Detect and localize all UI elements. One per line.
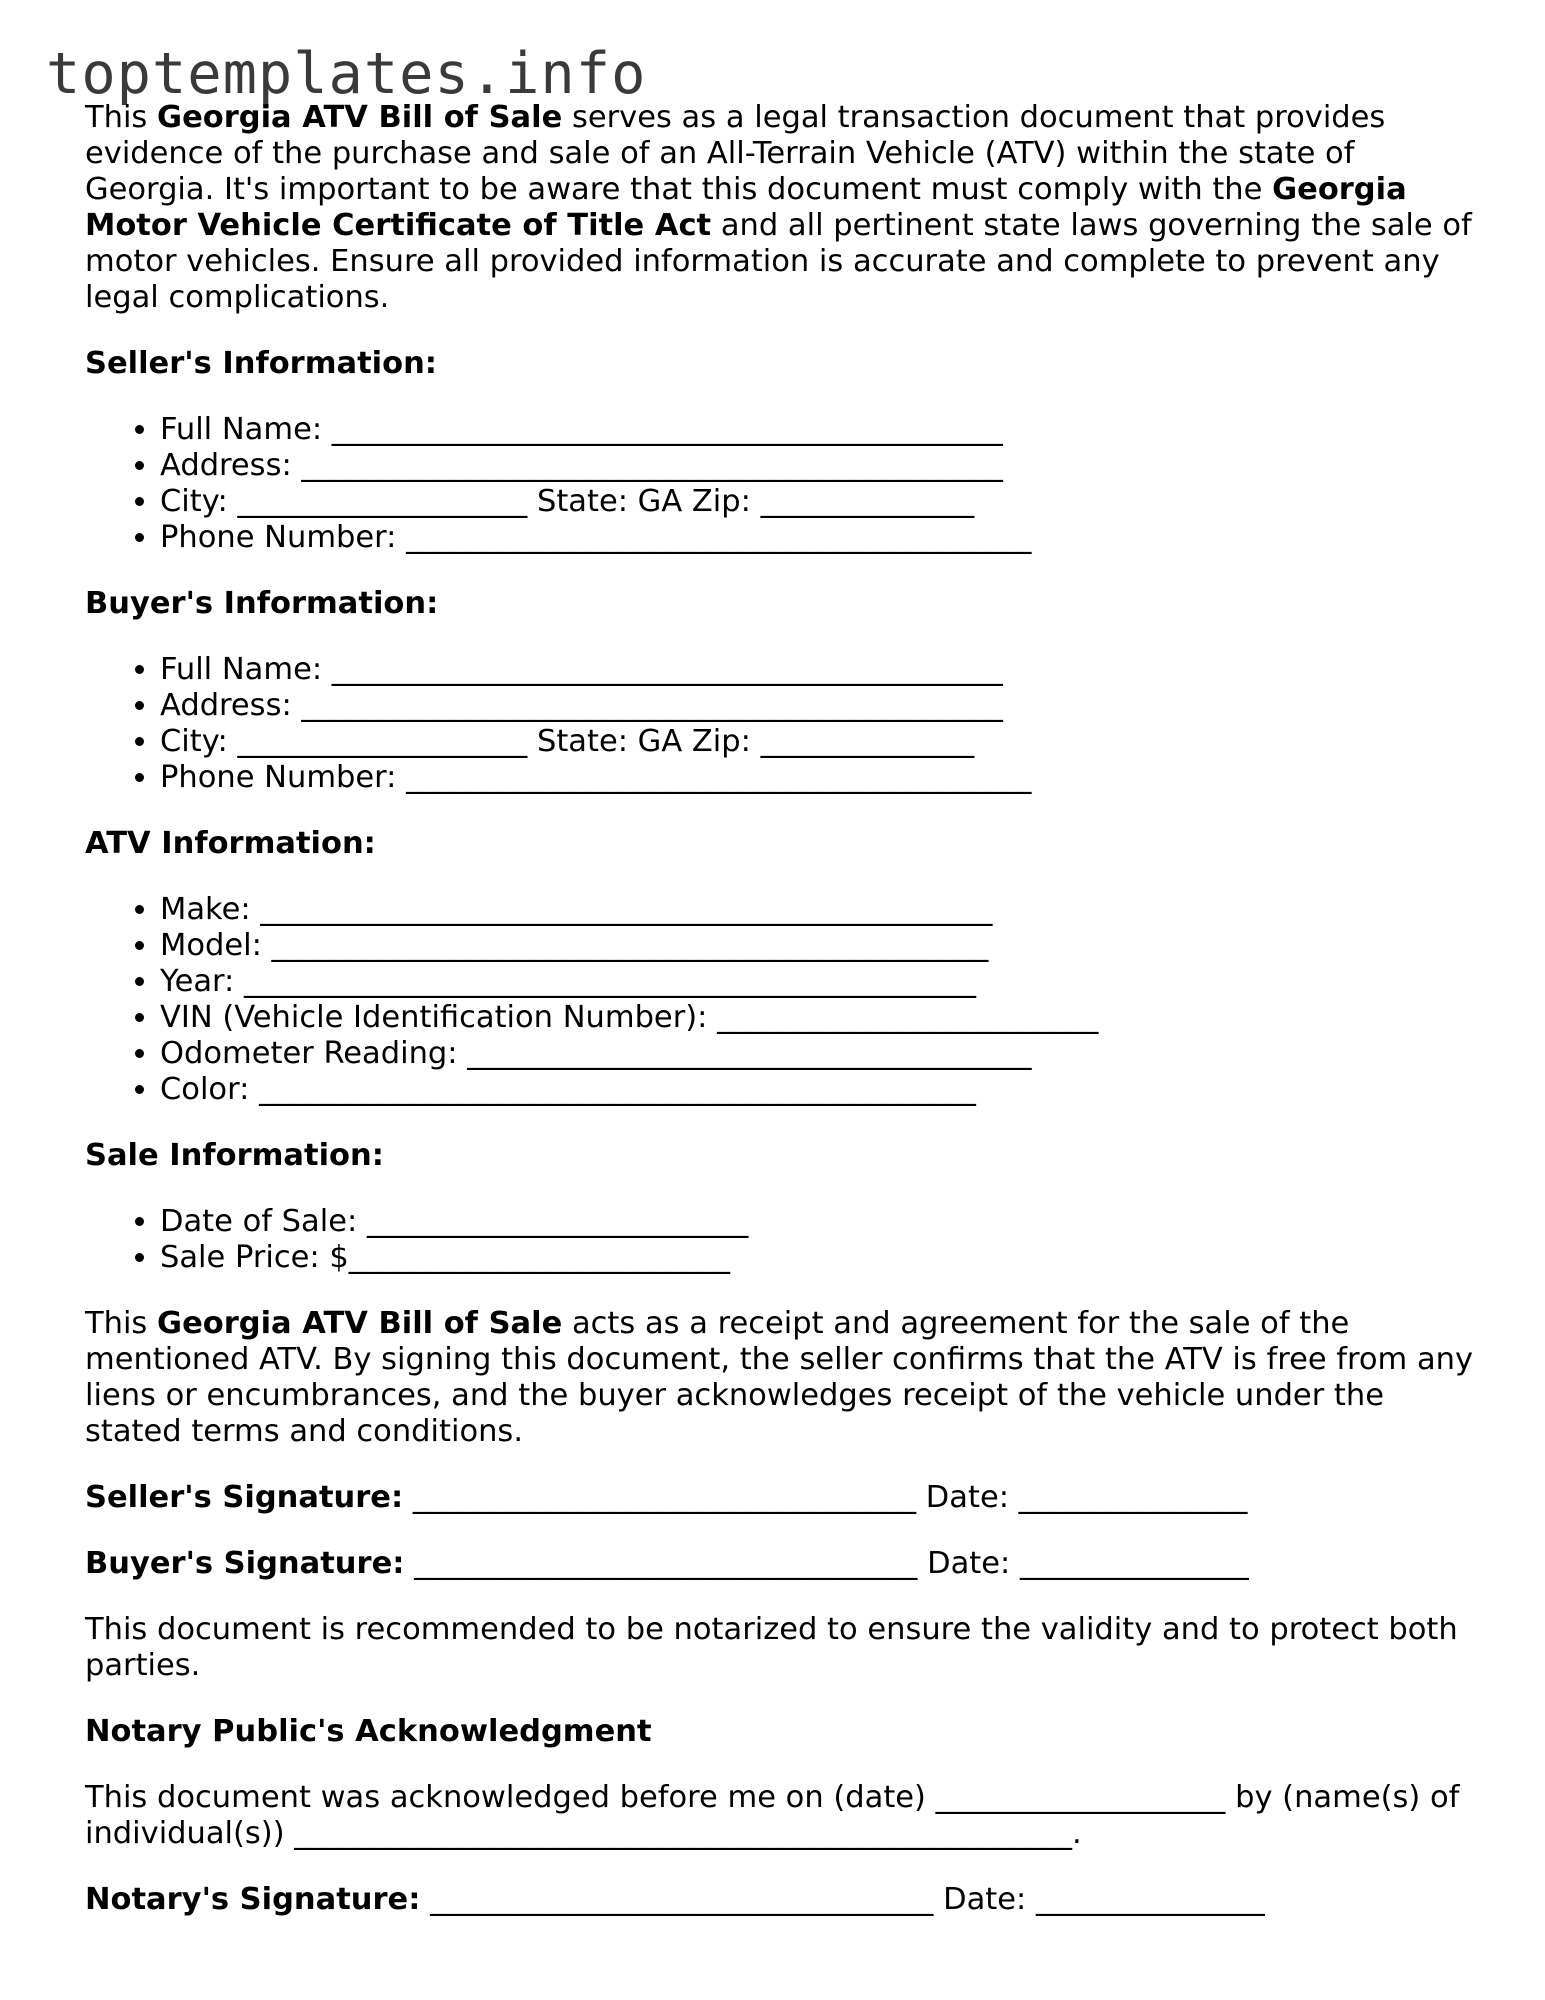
buyer-signature-blank: _________________________________ Date: _______________ xyxy=(404,1546,1249,1581)
notary-signature-label: Notary's Signature: xyxy=(85,1882,421,1917)
buyer-list xyxy=(85,652,1485,796)
atv-list xyxy=(85,892,1485,1108)
intro-bold-1: Georgia ATV Bill of Sale xyxy=(157,100,563,135)
seller-list xyxy=(85,412,1485,556)
notary-signature-blank: _________________________________ Date: _______________ xyxy=(420,1882,1265,1917)
seller-city-state-zip: • City: ___________________ State: GA Zip: ______________ xyxy=(160,484,1485,520)
intro-paragraph xyxy=(85,100,1485,316)
buyer-signature-line xyxy=(85,1546,1485,1582)
receipt-bold-1: Georgia ATV Bill of Sale xyxy=(157,1306,563,1341)
seller-address: • Address: ______________________________________________ xyxy=(160,448,1485,484)
buyer-address: • Address: ______________________________________________ xyxy=(160,688,1485,724)
buyer-phone: • Phone Number: _________________________________________ xyxy=(160,760,1485,796)
seller-signature-blank: _________________________________ Date: _______________ xyxy=(403,1480,1248,1515)
intro-bold-2: Georgia Motor Vehicle Certificate of Title Act xyxy=(85,172,1407,243)
document-body xyxy=(85,100,1485,1948)
seller-signature-label: Seller's Signature: xyxy=(85,1480,404,1515)
atv-vin: • VIN (Vehicle Identification Number): _________________________ xyxy=(160,1000,1485,1036)
notary-heading: Notary Public's Acknowledgment xyxy=(85,1714,652,1749)
watermark: toptemplates.info xyxy=(46,41,647,107)
seller-heading: Seller's Information: xyxy=(85,346,437,381)
seller-phone: • Phone Number: _________________________________________ xyxy=(160,520,1485,556)
sale-heading: Sale Information: xyxy=(85,1138,384,1173)
intro-text-3: and all pertinent state laws governing the sale of motor vehicles. Ensure all provided information is accurate and complete to prevent any legal complications. xyxy=(85,208,1472,315)
notarize-note: This document is recommended to be notarized to ensure the validity and to protect both parties. xyxy=(85,1612,1458,1683)
atv-color: • Color: _______________________________________________ xyxy=(160,1072,1485,1108)
buyer-heading: Buyer's Information: xyxy=(85,586,439,621)
intro-text-2: serves as a legal transaction document that provides evidence of the purchase and sale of an All-Terrain Vehicle (ATV) within the state of Georgia. It's important to be aware that this document must comply with the xyxy=(85,100,1386,207)
notary-signature-line xyxy=(85,1882,1485,1918)
atv-odometer: • Odometer Reading: _____________________________________ xyxy=(160,1036,1485,1072)
buyer-city-state-zip: • City: ___________________ State: GA Zip: ______________ xyxy=(160,724,1485,760)
atv-make: • Make: ________________________________________________ xyxy=(160,892,1485,928)
receipt-paragraph xyxy=(85,1306,1485,1450)
intro-text-1: This xyxy=(85,100,158,135)
sale-list xyxy=(85,1204,1485,1276)
sale-date: • Date of Sale: _________________________ xyxy=(160,1204,1485,1240)
buyer-full-name: • Full Name: ____________________________________________ xyxy=(160,652,1485,688)
atv-year: • Year: ________________________________________________ xyxy=(160,964,1485,1000)
receipt-text-1: This xyxy=(85,1306,158,1341)
atv-model: • Model: _______________________________________________ xyxy=(160,928,1485,964)
seller-signature-line xyxy=(85,1480,1485,1516)
notary-acknowledgment-text: This document was acknowledged before me on (date) ___________________ by (name(s) of individual(s)) ___________________________________________________. xyxy=(85,1780,1460,1851)
atv-heading: ATV Information: xyxy=(85,826,376,861)
sale-price: • Sale Price: $_________________________ xyxy=(160,1240,1485,1276)
buyer-signature-label: Buyer's Signature: xyxy=(85,1546,405,1581)
seller-full-name: • Full Name: ____________________________________________ xyxy=(160,412,1485,448)
receipt-text-2: acts as a receipt and agreement for the sale of the mentioned ATV. By signing this document, the seller confirms that the ATV is free from any liens or encumbrances, and the buyer acknowledges receipt of the vehicle under the stated terms and conditions. xyxy=(85,1306,1474,1449)
